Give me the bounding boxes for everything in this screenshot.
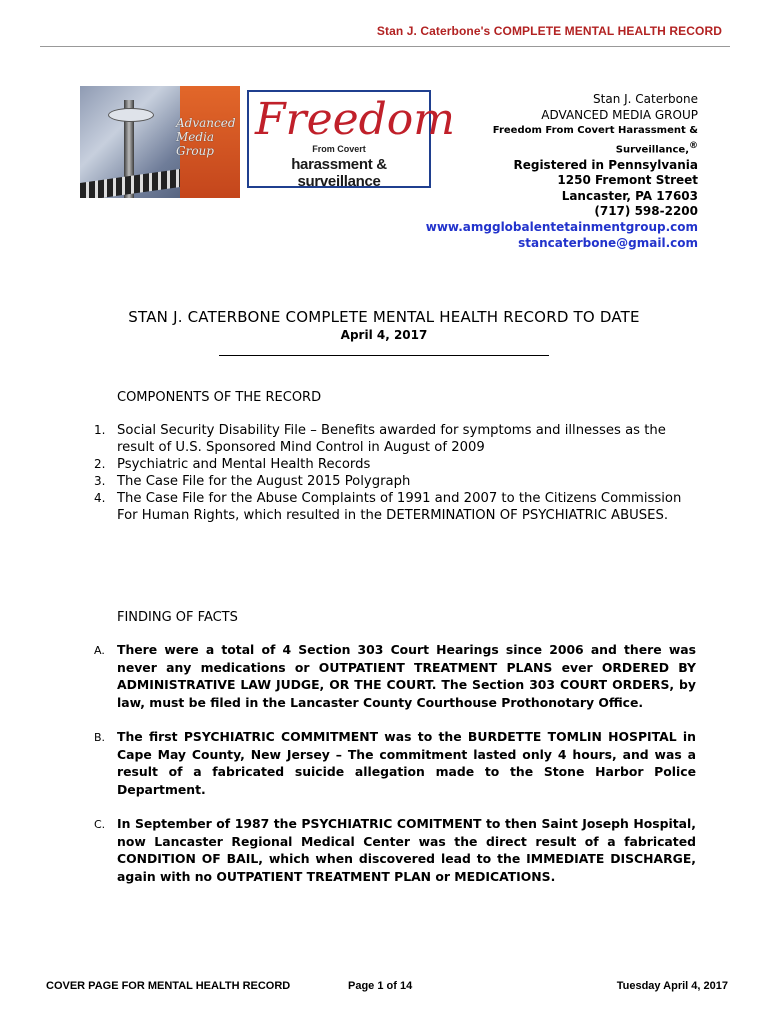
freedom-logo-title: Freedom bbox=[255, 94, 456, 145]
contact-org: ADVANCED MEDIA GROUP bbox=[541, 107, 698, 122]
facts-list bbox=[94, 641, 696, 902]
contact-tagline-2-text: Surveillance, bbox=[615, 144, 689, 156]
list-item-number: 2. bbox=[94, 457, 106, 471]
website-link[interactable]: www.amgglobalentetainmentgroup.com bbox=[425, 220, 698, 235]
list-item-number: 3. bbox=[94, 474, 106, 488]
fact-letter: A. bbox=[94, 644, 105, 657]
email-link[interactable]: stancaterbone@gmail.com bbox=[518, 235, 698, 250]
fact-text: The first PSYCHIATRIC COMMITMENT was to the BURDETTE TOMLIN HOSPITAL in Cape May County, New Jersey – The commitment lasted only 4 hours, and was a result of a fabricated suicide allegation made to the Stone Harbor Police Department. bbox=[117, 729, 696, 797]
document-date: April 4, 2017 bbox=[340, 328, 428, 342]
contact-tagline-2 bbox=[426, 139, 698, 158]
amg-logo-text: Advanced Media Group bbox=[176, 116, 236, 158]
list-item bbox=[94, 473, 704, 490]
list-item-text: The Case File for the Abuse Complaints of 1991 and 2007 to the Citizens Commission For Human Rights, which resulted in the DETERMINATION OF PSYCHIATRIC ABUSES. bbox=[117, 491, 682, 523]
page-footer bbox=[46, 980, 728, 994]
contact-block bbox=[426, 92, 698, 251]
title-underline bbox=[219, 355, 549, 356]
freedom-logo-subtitle: From Covert bbox=[312, 144, 366, 154]
satellite-dish-icon bbox=[108, 108, 154, 122]
contact-city: Lancaster, PA 17603 bbox=[561, 188, 698, 203]
list-item bbox=[94, 456, 704, 473]
registered-mark: ® bbox=[689, 140, 698, 151]
list-item bbox=[94, 490, 704, 524]
contact-registered: Registered in Pennsylvania bbox=[513, 157, 698, 172]
list-item bbox=[94, 422, 704, 456]
contact-street: 1250 Fremont Street bbox=[557, 173, 698, 188]
contact-name: Stan J. Caterbone bbox=[593, 92, 698, 106]
fact-letter: B. bbox=[94, 731, 106, 744]
facts-heading: FINDING OF FACTS bbox=[117, 610, 238, 625]
fact-text: There were a total of 4 Section 303 Court Hearings since 2006 and there was never any medications or OUTPATIENT TREATMENT PLANS ever ORDERED BY ADMINISTRATIVE LAW JUDGE, OR THE COURT. The Section 303 COURT ORDERS, by law, must be filed in the Lancaster County Courthouse Prothonotary Office. bbox=[117, 642, 696, 710]
advanced-media-group-logo bbox=[80, 86, 240, 198]
list-item-text: Social Security Disability File – Benefits awarded for symptoms and illnesses as the result of U.S. Sponsored Mind Control in August of 2009 bbox=[117, 423, 666, 455]
components-list bbox=[94, 422, 704, 524]
list-item-number: 4. bbox=[94, 491, 106, 505]
page-number: Page 1 of 14 bbox=[348, 980, 413, 992]
freedom-logo bbox=[247, 90, 456, 190]
fact-letter: C. bbox=[94, 818, 106, 831]
contact-tagline-1: Freedom From Covert Harassment & bbox=[492, 125, 698, 137]
footer-date: Tuesday April 4, 2017 bbox=[616, 980, 728, 992]
components-heading: COMPONENTS OF THE RECORD bbox=[117, 390, 322, 405]
page-header: Stan J. Caterbone's COMPLETE MENTAL HEALTH RECORD bbox=[376, 24, 722, 38]
document-title: STAN J. CATERBONE COMPLETE MENTAL HEALTH RECORD TO DATE bbox=[128, 308, 640, 326]
footer-left: COVER PAGE FOR MENTAL HEALTH RECORD bbox=[46, 980, 291, 992]
list-item-text: The Case File for the August 2015 Polygraph bbox=[117, 474, 411, 489]
fact-item bbox=[94, 641, 696, 711]
header-rule bbox=[40, 46, 730, 47]
contact-phone: (717) 598-2200 bbox=[594, 204, 698, 219]
list-item-text: Psychiatric and Mental Health Records bbox=[117, 457, 371, 472]
list-item-number: 1. bbox=[94, 423, 106, 437]
fact-text: In September of 1987 the PSYCHIATRIC COMITMENT to then Saint Joseph Hospital, now Lancaster Regional Medical Center was the direct result of a fabricated CONDITION OF BAIL, which when discovered lead to the IMMEDIATE DISCHARGE, again with no OUTPATIENT TREATMENT PLAN or MEDICATIONS. bbox=[117, 816, 696, 884]
fact-item bbox=[94, 815, 696, 885]
freedom-logo-tagline: harassment & surveillance bbox=[291, 156, 387, 190]
fact-item bbox=[94, 728, 696, 798]
